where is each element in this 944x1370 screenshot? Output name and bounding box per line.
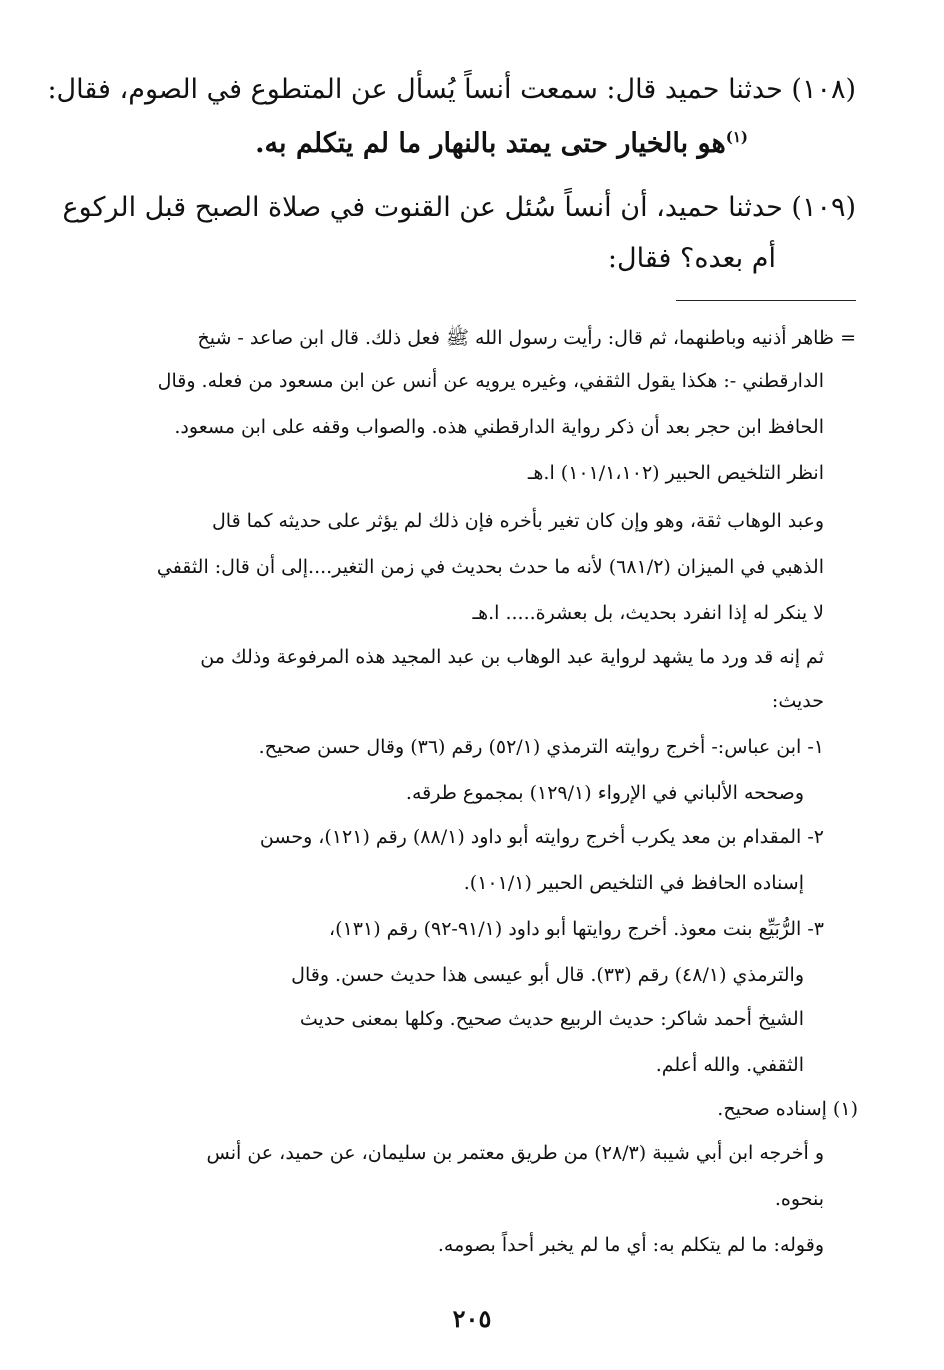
footnote-continued-line-3: الحافظ ابن حجر بعد أن ذكر رواية الدارقطني هذه. والصواب وقفه على ابن مسعود.	[174, 416, 824, 438]
item-3-line-4: الثقفي. والله أعلم.	[655, 1054, 804, 1076]
shawahid-line-2: حديث:	[771, 690, 824, 712]
footnote-continued-line-4: انظر التلخيص الحبير (١٠١/١،١٠٢) ا.هـ	[527, 462, 824, 484]
item-1-line-2: وصححه الألباني في الإرواء (١٢٩/١) بمجموع طرقه.	[405, 782, 804, 804]
hadith-109-line-2: أم بعده؟ فقال:	[607, 243, 776, 274]
footnote-continued-line-2: الدارقطني -: هكذا يقول الثقفي، وغيره يرويه عن أنس عن ابن مسعود من فعله. وقال	[157, 370, 824, 392]
shawahid-line-1: ثم إنه قد ورد ما يشهد لرواية عبد الوهاب بن عبد المجيد هذه المرفوعة وذلك من	[200, 646, 824, 668]
hadith-109-line-1: (١٠٩) حدثنا حميد، أن أنساً سُئل عن القنوت في صلاة الصبح قبل الركوع	[62, 192, 856, 223]
footnote-1-line-2: و أخرجه ابن أبي شيبة (٢٨/٣) من طريق معتمر بن سليمان، عن حميد، عن أنس	[206, 1142, 824, 1164]
item-3-line-2: والترمذي (٤٨/١) رقم (٣٣). قال أبو عيسى هذا حديث حسن. وقال	[291, 964, 804, 986]
hadith-108-statement: هو بالخيار حتى يمتد بالنهار ما لم يتكلم به.	[255, 128, 726, 159]
footnote-separator	[676, 300, 856, 301]
item-3-line-1: ٣- الرُّبَيِّع بنت معوذ. أخرج روايتها أبو داود (٩١/١-٩٢) رقم (١٣١)،	[329, 918, 824, 940]
footnote-continued-line-1: = ظاهر أذنيه وباطنهما، ثم قال: رأيت رسول الله ﷺ فعل ذلك. قال ابن صاعد - شيخ	[197, 327, 856, 349]
item-3-line-3: الشيخ أحمد شاكر: حديث الربيع حديث صحيح. وكلها بمعنى حديث	[299, 1008, 804, 1030]
item-2-line-2: إسناده الحافظ في التلخيص الحبير (١٠١/١).	[463, 872, 804, 894]
abdulwahhab-line-1: وعبد الوهاب ثقة، وهو وإن كان تغير بأخره فإن ذلك لم يؤثر على حديثه كما قال	[211, 510, 824, 532]
item-2-line-1: ٢- المقدام بن معد يكرب أخرج روايته أبو داود (٨٨/١) رقم (١٢١)، وحسن	[259, 826, 824, 848]
footnote-1-line-1: (١) إسناده صحيح.	[717, 1098, 858, 1120]
hadith-108-line-1: (١٠٨) حدثنا حميد قال: سمعت أنساً يُسأل عن المتطوع في الصوم، فقال:	[47, 74, 856, 105]
footnote-reference: (١)	[725, 128, 748, 146]
footnote-1-line-3: بنحوه.	[774, 1188, 824, 1210]
item-1-line-1: ١- ابن عباس:- أخرج روايته الترمذي (٥٢/١) رقم (٣٦) وقال حسن صحيح.	[258, 736, 824, 758]
abdulwahhab-line-3: لا ينكر له إذا انفرد بحديث، بل بعشرة..... ا.هـ	[472, 602, 824, 624]
footnote-1-line-4: وقوله: ما لم يتكلم به: أي ما لم يخبر أحداً بصومه.	[437, 1234, 824, 1256]
abdulwahhab-line-2: الذهبي في الميزان (٦٨١/٢) لأنه ما حدث بحديث في زمن التغير....إلى أن قال: الثقفي	[156, 556, 824, 578]
page-number: ٢٠٥	[452, 1304, 492, 1333]
hadith-108-line-2	[255, 128, 748, 159]
